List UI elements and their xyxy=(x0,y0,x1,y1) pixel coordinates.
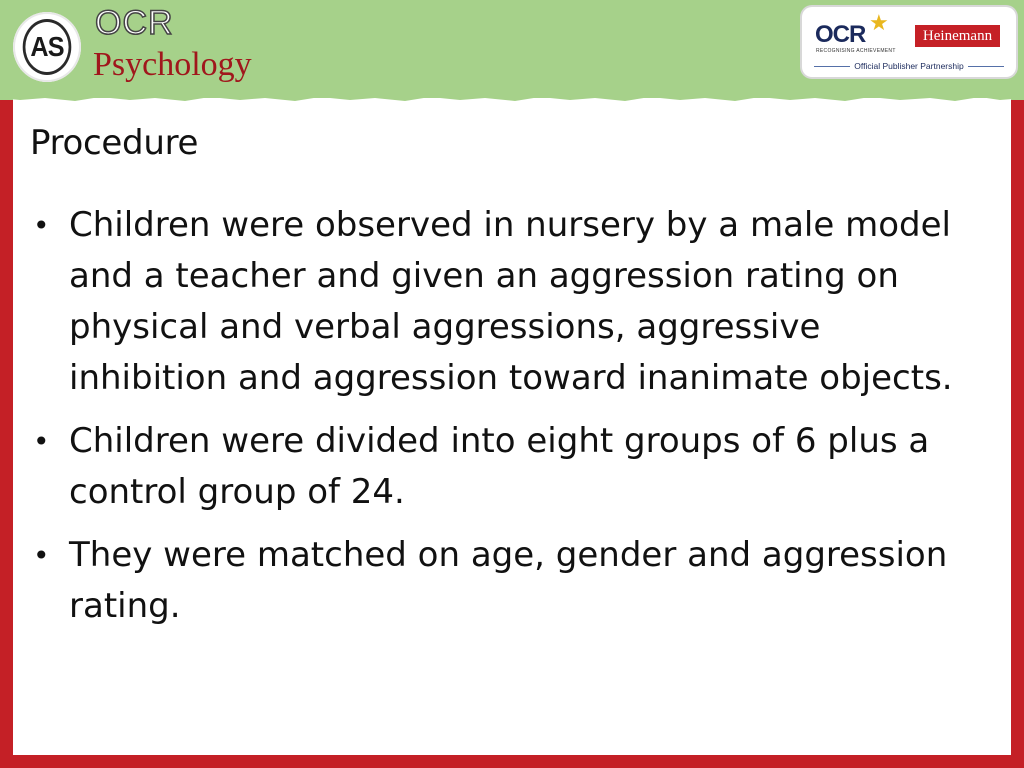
brand-ocr: OCR xyxy=(95,4,174,42)
bullet-icon: • xyxy=(33,209,50,242)
star-icon: ★ xyxy=(869,11,889,36)
heinemann-logo: Heinemann xyxy=(915,25,1000,47)
as-badge xyxy=(13,12,81,82)
bullet-item: • They were matched on age, gender and aggression rating. xyxy=(30,530,960,632)
partner-ocr-subtitle: RECOGNISING ACHIEVEMENT xyxy=(816,48,896,54)
torn-edge-divider xyxy=(0,92,1024,106)
as-badge-label: AS xyxy=(23,19,72,75)
slide-header xyxy=(0,0,1024,100)
bullet-icon: • xyxy=(33,425,50,458)
bullet-item: • Children were divided into eight groups of 6 plus a control group of 24. xyxy=(30,416,960,518)
partner-ocr-logo: OCR xyxy=(815,21,866,48)
slide-title: Procedure xyxy=(30,123,199,163)
bullet-item: • Children were observed in nursery by a male model and a teacher and given an aggression rating on physical and verbal aggressions, aggressive inhibition and aggression toward inanimate objects. xyxy=(30,200,960,404)
partner-tagline: Official Publisher Partnership xyxy=(802,61,1016,71)
partner-logo xyxy=(802,7,1016,77)
bullet-icon: • xyxy=(33,539,50,572)
bullet-list xyxy=(30,200,960,644)
brand-psychology: Psychology xyxy=(93,46,252,83)
